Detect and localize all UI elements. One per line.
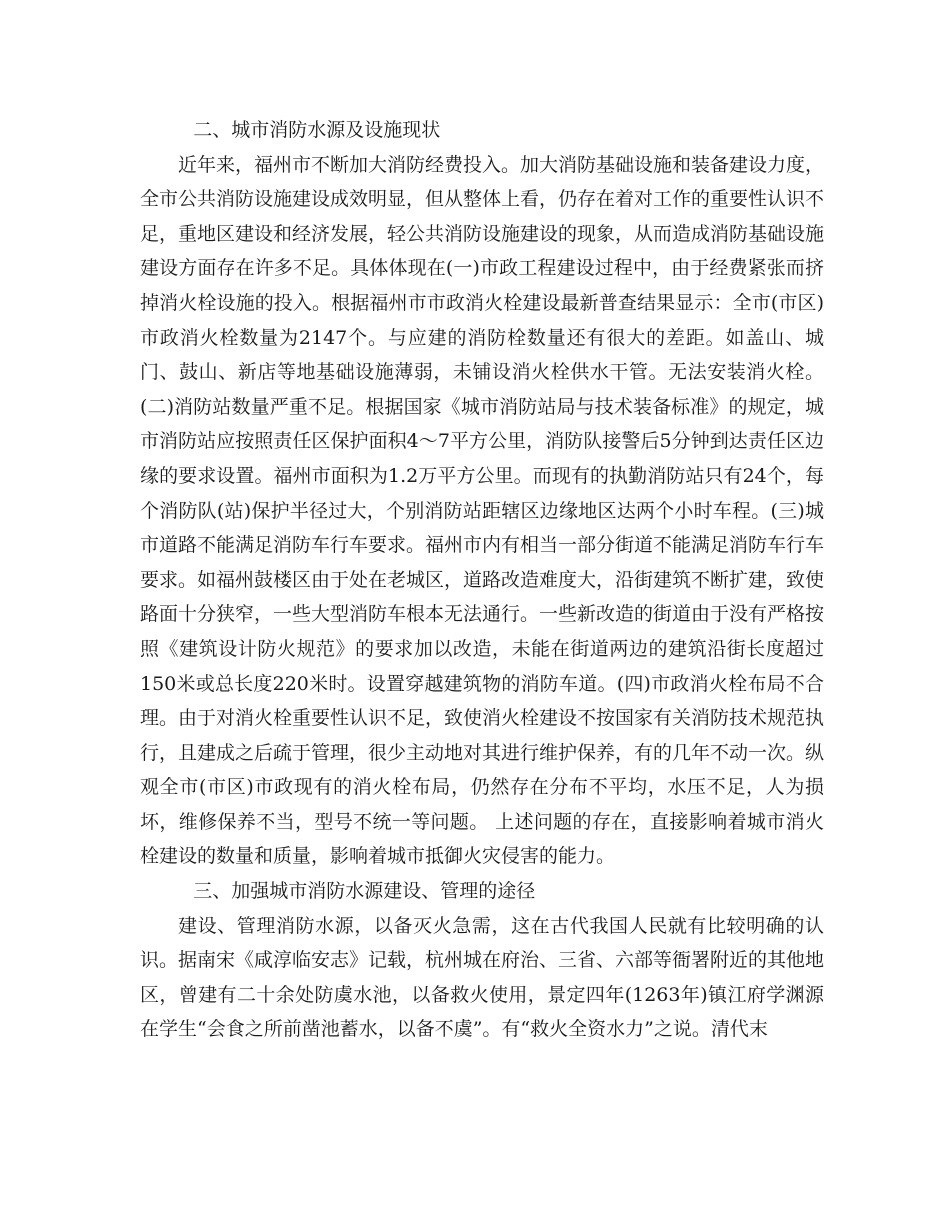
body-paragraph-approach: 建设、管理消防水源，以备灭火急需，这在古代我国人民就有比较明确的认识。据南宋《咸淳临安志》记载，杭州城在府治、三省、六部等衙署附近的其他地区，曾建有二十余处防虞水池，以备救火使用，景定四年(1263年)镇江府学渊源在学生“会食之所前凿池蓄水，以备不虞”。有“救火全资水力”之说。清代末 — [140, 914, 825, 1041]
section-heading-2: 二、城市消防水源及设施现状 — [193, 119, 441, 141]
section-heading-3: 三、加强城市消防水源建设、管理的途径 — [193, 880, 536, 903]
document-body — [140, 113, 824, 1047]
body-paragraph-status: 近年来，福州市不断加大消防经费投入。加大消防基础设施和装备建设力度，全市公共消防设施建设成效明显，但从整体上看，仍存在着对工作的重要性认识不足，重地区建设和经济发展，轻公共消防设施建设的现象，从而造成消防基础设施建设方面存在许多不足。具体体现在(一)市政工程建设过程中，由于经费紧张而挤掉消火栓设施的投入。根据福州市市政消火栓建设最新普查结果显示：全市(市区)市政消火栓数量为2147个。与应建的消防栓数量还有很大的差距。如盖山、城门、鼓山、新店等地基础设施薄弱，未铺设消火栓供水干管。无法安装消火栓。(二)消防站数量严重不足。根据国家《城市消防站局与技术装备标准》的规定，城市消防站应按照责任区保护面积4～7平方公里，消防队接警后5分钟到达责任区边缘的要求设置。福州市面积为1.2万平方公里。而现有的执勤消防站只有24个，每个消防队(站)保护半径过大，个别消防站距辖区边缘地区达两个小时车程。(三)城市道路不能满足消防车行车要求。福州市内有相当一部分街道不能满足消防车行车要求。如福州鼓楼区由于处在老城区，道路改造难度大，沿街建筑不断扩建，致使路面十分狭窄，一些大型消防车根本无法通行。一些新改造的街道由于没有严格按照《建筑设计防火规范》的要求加以改造，未能在街道两边的建筑沿街长度超过150米或总长度220米时。设置穿越建筑物的消防车道。(四)市政消火栓布局不合理。由于对消火栓重要性认识不足，致使消火栓建设不按国家有关消防技术规范执行，且建成之后疏于管理，很少主动地对其进行维护保养，有的几年不动一次。纵观全市(市区)市政现有的消火栓布局，仍然存在分布不平均，水压不足，人为损坏，维修保养不当，型号不统一等问题。 上述问题的存在，直接影响着城市消火栓建设的数量和质量，影响着城市抵御火灾侵害的能力。 — [140, 153, 825, 868]
